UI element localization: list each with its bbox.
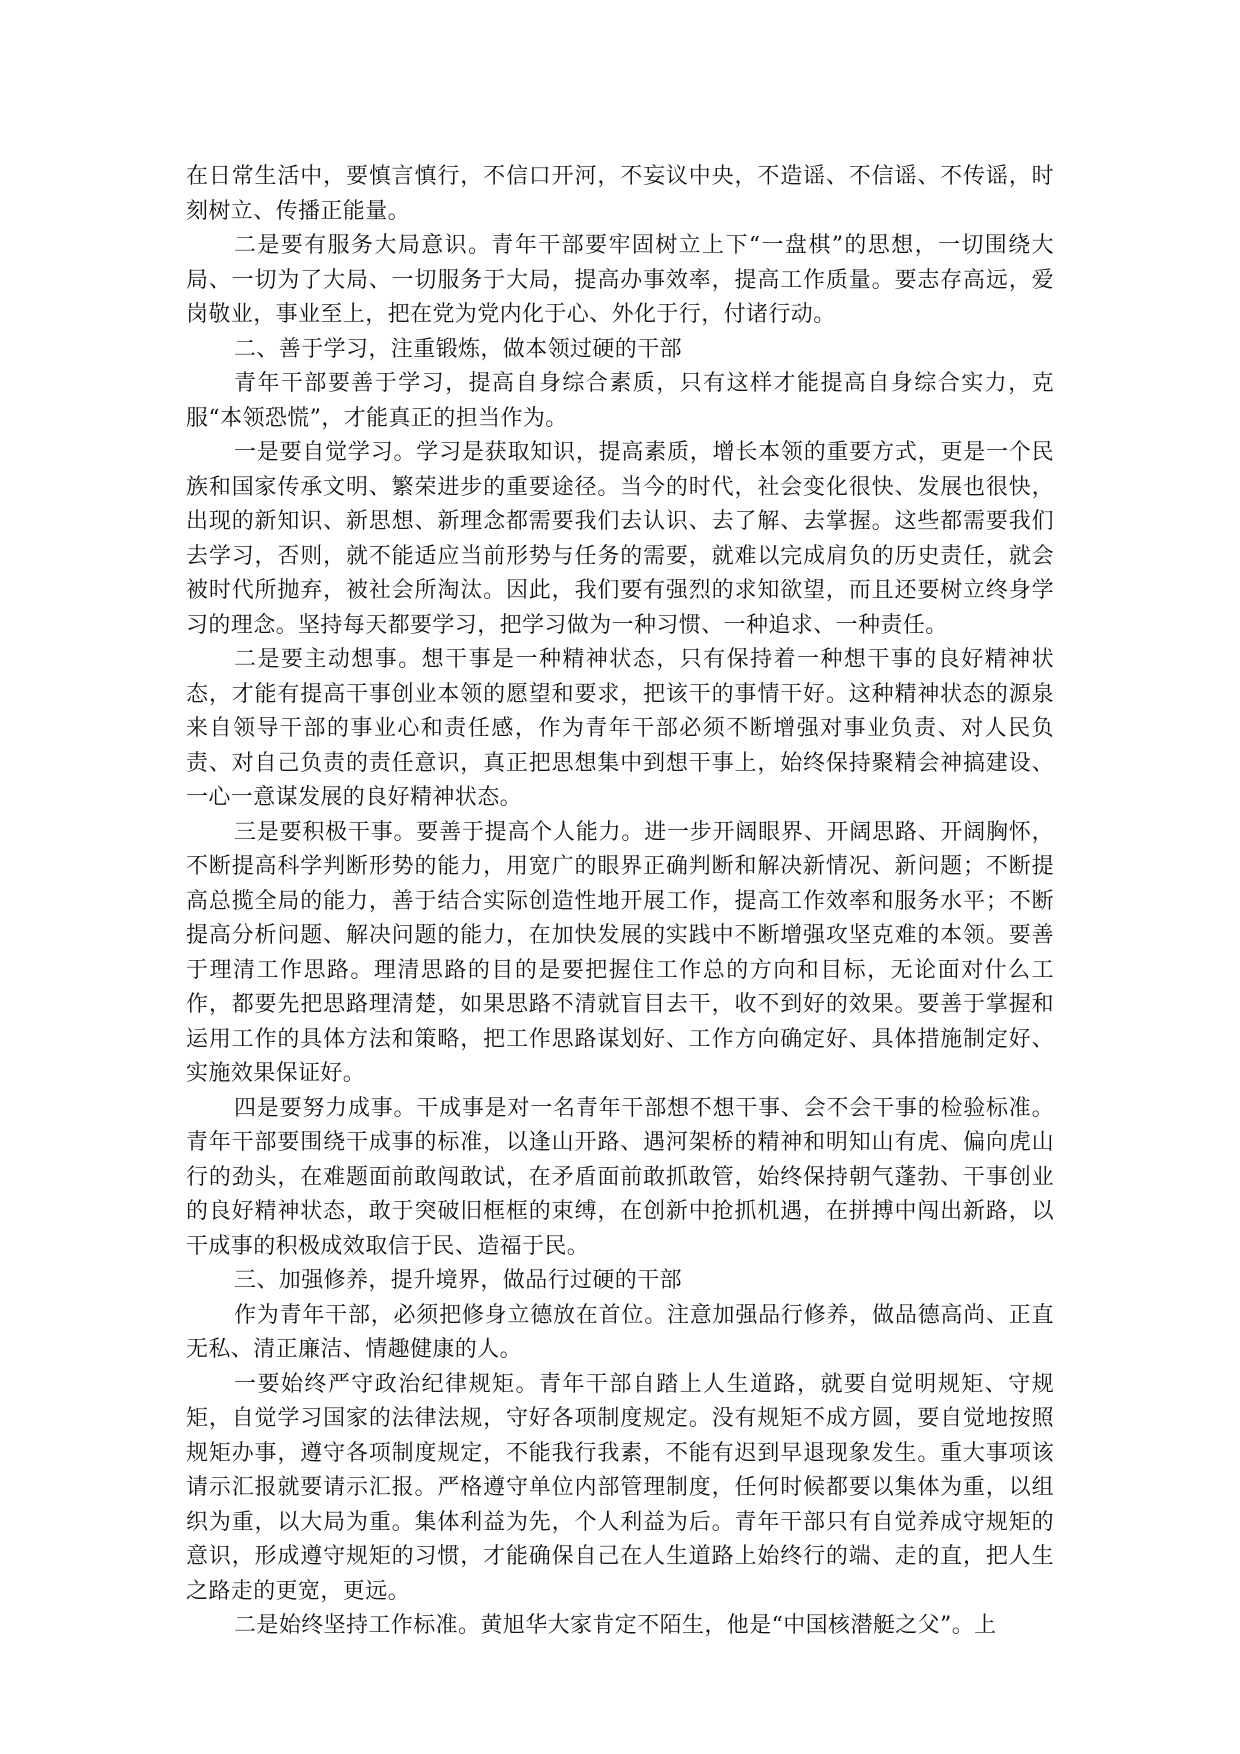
paragraph-active-work: 三是要积极干事。要善于提高个人能力。进一步开阔眼界、开阔思路、开阔胸怀，不断提高科学判断形势的能力，用宽广的眼界正确判断和解决新情况、新问题；不断提高总揽全局的能力，善于结合实际创造性地开展工作，提高工作效率和服务水平；不断提高分析问题、解决问题的能力，在加快发展的实践中不断增强攻坚克难的本领。要善于理清工作思路。理清思路的目的是要把握住工作总的方向和目标，无论面对什么工作，都要先把思路理清楚，如果思路不清就盲目去干，收不到好的效果。要善于掌握和运用工作的具体方法和策略，把工作思路谋划好、工作方向确定好、具体措施制定好、实施效果保证好。 xyxy=(186,819,1054,1086)
paragraph-self-study: 一是要自觉学习。学习是获取知识，提高素质，增长本领的重要方式，更是一个民族和国家传承文明、繁荣进步的重要途径。当今的时代，社会变化很快、发展也很快，出现的新知识、新思想、新理念都需要我们去认识、去了解、去掌握。这些都需要我们去学习，否则，就不能适应当前形势与任务的需要，就难以完成肩负的历史责任，就会被时代所抛弃，被社会所淘汰。因此，我们要有强烈的求知欲望，而且还要树立终身学习的理念。坚持每天都要学习，把学习做为一种习惯、一种追求、一种责任。 xyxy=(186,440,1054,638)
paragraph-continued: 在日常生活中，要慎言慎行，不信口开河，不妄议中央，不造谣、不信谣、不传谣，时刻树立、传播正能量。 xyxy=(186,164,1054,224)
paragraph-think-about-work: 二是要主动想事。想干事是一种精神状态，只有保持着一种想干事的良好精神状态，才能有提高干事创业本领的愿望和要求，把该干的事情干好。这种精神状态的源泉来自领导干部的事业心和责任感，作为青年干部必须不断增强对事业负责、对人民负责、对自己负责的责任意识，真正把思想集中到想干事上，始终保持聚精会神搞建设、一心一意谋发展的良好精神状态。 xyxy=(186,647,1054,810)
section-heading-cultivation: 三、加强修养，提升境界，做品行过硬的干部 xyxy=(234,1268,683,1293)
paragraph-service-overall: 二是要有服务大局意识。青年干部要牢固树立上下“一盘棋”的思想，一切围绕大局、一切为了大局、一切服务于大局，提高办事效率，提高工作质量。要志存高远，爱岗敬业，事业至上，把在党为党内化于心、外化于行，付诸行动。 xyxy=(186,233,1054,327)
paragraph-discipline-rules: 一要始终严守政治纪律规矩。青年干部自踏上人生道路，就要自觉明规矩、守规矩，自觉学习国家的法律法规，守好各项制度规定。没有规矩不成方圆，要自觉地按照规矩办事，遵守各项制度规定，不能我行我素，不能有迟到早退现象发生。重大事项该请示汇报就要请示汇报。严格遵守单位内部管理制度，任何时候都要以集体为重，以组织为重，以大局为重。集体利益为先，个人利益为后。青年干部只有自觉养成守规矩的意识，形成遵守规矩的习惯，才能确保自己在人生道路上始终行的端、走的直，把人生之路走的更宽，更远。 xyxy=(186,1371,1054,1604)
paragraph-cultivation-intro: 作为青年干部，必须把修身立德放在首位。注意加强品行修养，做品德高尚、正直无私、清正廉洁、情趣健康的人。 xyxy=(186,1302,1054,1362)
document-body xyxy=(186,160,1054,1644)
section-heading-learning: 二、善于学习，注重锻炼，做本领过硬的干部 xyxy=(234,336,683,362)
paragraph-learning-intro: 青年干部要善于学习，提高自身综合素质，只有这样才能提高自身综合实力，克服“本领恐慌”，才能真正的担当作为。 xyxy=(186,371,1054,431)
paragraph-accomplish-work: 四是要努力成事。干成事是对一名青年干部想不想干事、会不会干事的检验标准。青年干部要围绕干成事的标准，以逢山开路、遇河架桥的精神和明知山有虎、偏向虎山行的劲头，在难题面前敢闯敢试，在矛盾面前敢抓敢管，始终保持朝气蓬勃、干事创业的良好精神状态，敢于突破旧框框的束缚，在创新中抢抓机遇，在拼搏中闯出新路，以干成事的积极成效取信于民、造福于民。 xyxy=(186,1095,1054,1259)
paragraph-work-standards: 二是始终坚持工作标准。黄旭华大家肯定不陌生，他是“中国核潜艇之父”。上 xyxy=(234,1613,997,1638)
